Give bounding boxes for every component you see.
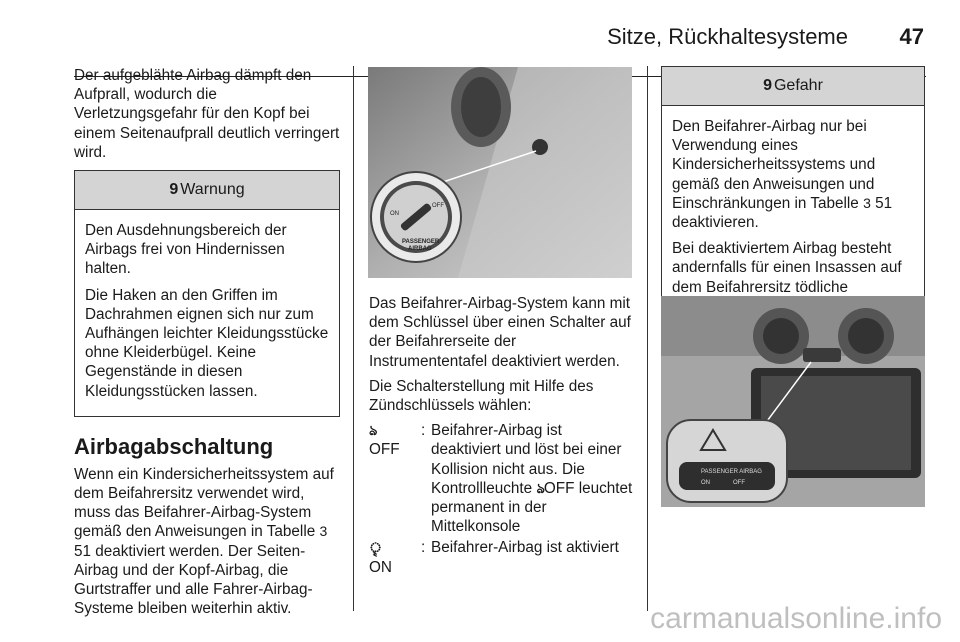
- warning-body: [75, 210, 339, 416]
- airbag-switch-photo: [368, 67, 632, 278]
- section-heading: Airbagabschaltung: [74, 433, 274, 459]
- switch-paragraph-2: Die Schalterstellung mit Hilfe des Zündschlüssels wählen:: [369, 377, 594, 415]
- def-on: ৄ ON : Beifahrer-Airbag ist aktiviert: [369, 538, 635, 576]
- danger-header: [662, 67, 924, 106]
- airbag-off-icon: ঌ: [369, 422, 377, 439]
- dash-label-on: ON: [701, 480, 710, 486]
- warning-icon: 9: [169, 181, 179, 199]
- switch-paragraph-1: Das Beifahrer-Airbag-System kann mit dem Schlüssel über einen Schalter auf der Beifahrerseite der Instrumententafel deaktiviert werden.: [369, 295, 631, 370]
- danger-title: Gefahr: [773, 77, 823, 94]
- photo-label-on: ON: [390, 211, 399, 217]
- def-on-term: ON: [369, 558, 392, 576]
- def-off-desc: Beifahrer-Airbag ist deaktiviert und löst bei einer Kollision nicht aus. Die Kontrollleuchte ঌOFF leuchtet permanent in der Mittelkonsole: [431, 422, 633, 536]
- column-2: [369, 294, 635, 579]
- dashboard-photo: [661, 296, 925, 507]
- photo-label-airbag: AIRBAG: [408, 246, 432, 252]
- dash-label-passenger: PASSENGER AIRBAG: [701, 469, 762, 475]
- warning-title: Warnung: [180, 181, 245, 199]
- page-header: [0, 24, 960, 54]
- page-ref-icon-2[interactable]: 3: [863, 194, 871, 211]
- dashboard-illustration: [661, 296, 925, 507]
- column-3: [661, 66, 925, 332]
- def-off: ঌ OFF : Beifahrer-Airbag ist deaktiviert und löst bei einer Kollision nicht aus. Die Kontrollleuchte ঌOFF leuchtet permanent in der Mittelkonsole: [369, 421, 635, 536]
- airbag-switch-illustration: [368, 67, 632, 278]
- warning-header: [75, 171, 339, 210]
- page-title: Sitze, Rückhaltesysteme: [607, 24, 848, 49]
- warning-paragraph-1: Den Ausdehnungsbereich der Airbags frei von Hindernissen halten.: [85, 222, 287, 278]
- danger-icon: 9: [763, 77, 772, 94]
- watermark: carmanualsonline.info: [650, 602, 942, 635]
- def-on-desc: Beifahrer-Airbag ist aktiviert: [431, 539, 619, 557]
- danger-paragraph-1: Den Beifahrer-Airbag nur bei Verwendung eines Kindersicherheitssystems und gemäß den Anweisungen und Einschränkungen in Tabelle 3 51 deaktivieren.: [672, 118, 893, 232]
- warning-paragraph-2: Die Haken an den Griffen im Dachrahmen eignen sich nur zum Aufhängen leichter Kleidungsstücke ohne Kleiderbügel. Keine Gegenstände in diesen Kleidungsstücken lassen.: [85, 286, 329, 400]
- airbag-on-icon: ৄ: [369, 539, 382, 556]
- danger-box: [661, 66, 925, 332]
- photo-label-passenger: PASSENGER: [402, 239, 440, 245]
- column-divider-1: [353, 66, 354, 611]
- page-number: 47: [899, 24, 924, 49]
- column-divider-2: [647, 66, 648, 611]
- section-body: Wenn ein Kindersicherheitssystem auf dem Beifahrersitz verwendet wird, muss das Beifahrer-Airbag-System gemäß den Anweisungen in Tabelle 3 51 deaktiviert werden. Der Seiten-Airbag und der Kopf-Airbag, die Gurtstraffer und alle Fahrer-Airbag-Systeme bleiben weiterhin aktiv.: [74, 465, 334, 618]
- page-ref-icon[interactable]: 3: [319, 523, 328, 540]
- warning-box: [74, 170, 340, 417]
- photo-label-off: OFF: [432, 203, 444, 209]
- dash-label-off: OFF: [733, 480, 745, 486]
- danger-paragraph-2: Bei deaktiviertem Airbag besteht andernfalls für einen Insassen auf dem Beifahrersitz tödliche: [672, 240, 902, 296]
- intro-paragraph: Der aufgeblähte Airbag dämpft den Aufprall, wodurch die Verletzungsgefahr für den Kopf bei einem Seitenaufprall deutlich verringert wird.: [74, 67, 340, 161]
- airbag-off-icon-inline: ঌ: [536, 479, 544, 496]
- column-1: [74, 66, 340, 624]
- def-off-term: OFF: [369, 441, 400, 459]
